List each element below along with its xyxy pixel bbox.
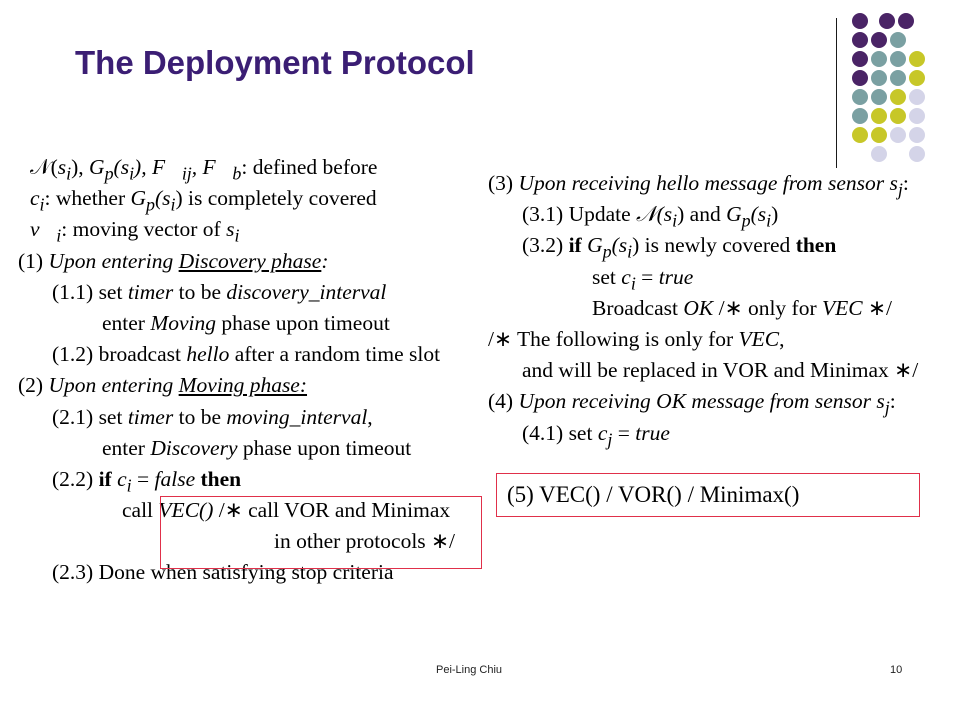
- text-segment: (s: [154, 186, 171, 211]
- text-segment: (1.2) broadcast: [52, 342, 187, 367]
- text-segment: 𝒩(s: [636, 202, 673, 227]
- decorative-dot: [852, 108, 868, 124]
- text-segment: j: [884, 397, 890, 418]
- text-segment: (s: [113, 155, 130, 179]
- text-segment: =: [612, 420, 636, 445]
- text-segment: VEC: [822, 295, 863, 320]
- text-segment: hello: [656, 171, 700, 195]
- page-number: 10: [890, 664, 903, 676]
- line-step-1-2: [18, 339, 455, 370]
- text-segment: (4.1) set: [522, 420, 598, 445]
- text-segment: :: [321, 248, 329, 273]
- line-step-1-1: [18, 277, 455, 308]
- text-segment: G: [581, 233, 603, 258]
- text-segment: Broadcast: [592, 295, 684, 320]
- text-segment: OK: [656, 389, 687, 414]
- decorative-dot: [879, 13, 895, 29]
- text-segment: (3): [488, 171, 519, 195]
- text-segment: ): [771, 202, 779, 227]
- decorative-dot: [890, 32, 906, 48]
- text-segment: c: [30, 186, 40, 211]
- decorative-dot: [890, 89, 906, 105]
- decorative-dot: [852, 51, 868, 67]
- decorative-dot: [852, 89, 868, 105]
- text-segment: i: [672, 210, 678, 231]
- text-segment: (s: [750, 202, 767, 227]
- text-segment: ,: [779, 326, 785, 351]
- decorative-dot-grid: [0, 0, 960, 170]
- text-segment: Discovery: [150, 435, 238, 460]
- text-segment: =: [131, 466, 155, 491]
- decorative-dot: [852, 127, 868, 143]
- text-segment: i: [39, 194, 45, 215]
- text-segment: and will be replaced in VOR and Minimax ∗/: [522, 358, 919, 383]
- text-segment: ij: [181, 163, 192, 184]
- text-segment: enter: [102, 435, 151, 460]
- text-segment: c: [111, 466, 127, 491]
- text-segment: (2.1) set: [52, 404, 128, 429]
- decorative-dot: [890, 127, 906, 143]
- slide-title: The Deployment Protocol: [75, 44, 475, 81]
- text-segment: (s: [611, 233, 628, 258]
- text-segment: /∗ The following is only for: [488, 326, 739, 351]
- text-segment: , F⃗: [191, 155, 233, 179]
- decorative-dot: [871, 89, 887, 105]
- line-definitions: [18, 152, 455, 183]
- decorative-dot: [909, 70, 925, 86]
- text-segment: message from sensor: [699, 171, 890, 195]
- step-5-label: (5) VEC() / VOR() / Minimax(): [507, 482, 800, 507]
- pseudocode-right-column: [488, 168, 918, 449]
- decorative-dot: [909, 146, 925, 162]
- text-segment: i: [627, 241, 633, 262]
- text-segment: v⃗: [30, 217, 57, 242]
- text-segment: : moving vector of: [61, 217, 227, 242]
- text-segment: timer: [127, 279, 174, 304]
- text-segment: j: [897, 179, 903, 200]
- decorative-dot: [852, 32, 868, 48]
- line-step-3-2-set: [488, 262, 918, 293]
- text-segment: Discovery phase: [178, 248, 322, 273]
- text-segment: hello: [186, 342, 230, 367]
- text-segment: =: [635, 264, 659, 289]
- text-segment: then: [795, 233, 837, 258]
- decorative-dot: [890, 51, 906, 67]
- line-step-4-1: [488, 418, 918, 449]
- text-segment: Upon entering: [48, 373, 179, 398]
- text-segment: (2.2): [52, 466, 99, 491]
- text-segment: (1.1) set: [52, 279, 128, 304]
- line-comment-cont: [488, 355, 918, 386]
- text-segment: p: [602, 241, 612, 262]
- text-segment: : defined before: [241, 155, 378, 179]
- text-segment: true: [658, 264, 694, 289]
- line-step-1: [18, 246, 455, 277]
- text-segment: G: [726, 202, 742, 227]
- line-ci-definition: [18, 183, 455, 214]
- decorative-dot: [871, 51, 887, 67]
- text-segment: after a random time slot: [229, 342, 441, 367]
- text-segment: phase upon timeout: [237, 435, 412, 460]
- text-segment: s: [226, 217, 235, 242]
- text-segment: j: [607, 428, 613, 449]
- text-segment: (1): [18, 248, 49, 273]
- text-segment: phase upon timeout: [216, 310, 390, 335]
- decorative-dot: [871, 127, 887, 143]
- highlight-box-vec-call: [160, 496, 482, 569]
- text-segment: ) and: [677, 202, 727, 227]
- line-step-2-2: [18, 464, 455, 495]
- text-segment: Moving: [150, 310, 217, 335]
- text-segment: ,: [367, 404, 373, 429]
- text-segment: in other protocols ∗/: [274, 529, 456, 554]
- line-vi-definition: [18, 214, 455, 245]
- footer-author: Pei-Ling Chiu: [436, 664, 503, 676]
- text-segment: then: [195, 466, 242, 491]
- text-segment: message from sensor: [686, 389, 877, 414]
- line-step-3-2: [488, 230, 918, 261]
- decorative-dot: [852, 70, 868, 86]
- text-segment: (3.1) Update: [522, 202, 637, 227]
- text-segment: :: [902, 171, 909, 195]
- decorative-dot: [890, 70, 906, 86]
- line-step-3-2-broadcast: [488, 293, 918, 324]
- text-segment: c: [621, 264, 631, 289]
- text-segment: s: [876, 389, 885, 414]
- text-segment: true: [635, 420, 670, 445]
- text-segment: G: [89, 155, 105, 179]
- decorative-dot: [871, 70, 887, 86]
- line-comment-vec: [488, 324, 918, 355]
- decorative-dot: [909, 108, 925, 124]
- text-segment: /∗ only for: [713, 295, 822, 320]
- text-segment: c: [597, 420, 608, 445]
- text-segment: discovery_interval: [226, 279, 387, 304]
- text-segment: s: [57, 155, 67, 179]
- text-segment: Upon entering: [48, 248, 179, 273]
- text-segment: ∗/: [862, 295, 892, 320]
- text-segment: i: [126, 475, 132, 496]
- line-step-3-1: [488, 199, 918, 230]
- text-segment: ),: [71, 155, 90, 179]
- text-segment: i: [766, 210, 772, 231]
- text-segment: i: [630, 272, 636, 293]
- text-segment: false: [154, 466, 196, 491]
- text-segment: p: [741, 210, 751, 231]
- text-segment: : whether: [44, 186, 131, 211]
- text-segment: b: [232, 163, 242, 184]
- text-segment: s: [889, 171, 898, 195]
- text-segment: timer: [127, 404, 174, 429]
- text-segment: if: [568, 233, 582, 258]
- line-step-3: [488, 168, 918, 199]
- text-segment: i: [66, 163, 72, 184]
- line-step-2-1-cont: [18, 433, 455, 464]
- text-segment: G: [130, 186, 147, 211]
- line-step-2: [18, 370, 455, 401]
- text-segment: i: [170, 194, 176, 215]
- text-segment: (4): [488, 389, 519, 414]
- text-segment: Upon receiving: [518, 389, 657, 414]
- highlight-box-step-5: [496, 473, 920, 517]
- line-step-4: [488, 386, 918, 417]
- decorative-dot: [909, 89, 925, 105]
- text-segment: Moving phase:: [178, 373, 308, 398]
- text-segment: call: [122, 498, 159, 523]
- text-segment: Upon receiving: [518, 171, 657, 195]
- decorative-dot: [871, 32, 887, 48]
- text-segment: :: [889, 389, 896, 414]
- decorative-dot: [871, 108, 887, 124]
- decorative-dot: [909, 127, 925, 143]
- decorative-dot: [898, 13, 914, 29]
- text-segment: ), F⃗: [134, 155, 182, 179]
- text-segment: p: [104, 163, 114, 184]
- text-segment: i: [56, 225, 62, 246]
- text-segment: if: [98, 466, 112, 491]
- text-segment: (2): [18, 373, 49, 398]
- text-segment: VEC(): [158, 498, 214, 523]
- text-segment: moving_interval: [226, 404, 368, 429]
- text-segment: i: [129, 163, 135, 184]
- text-segment: /∗ call VOR and Minimax: [213, 498, 451, 523]
- text-segment: ) is completely covered: [175, 186, 377, 211]
- text-segment: enter: [102, 310, 151, 335]
- decorative-dot: [852, 13, 868, 29]
- text-segment: VEC: [738, 326, 780, 351]
- line-step-1-1-cont: [18, 308, 455, 339]
- title-divider-line: [836, 18, 837, 168]
- text-segment: OK: [683, 295, 714, 320]
- line-step-2-1: [18, 402, 455, 433]
- text-segment: p: [146, 194, 155, 215]
- decorative-dot: [871, 146, 887, 162]
- decorative-dot: [890, 108, 906, 124]
- text-segment: ) is newly covered: [632, 233, 796, 258]
- text-segment: set: [592, 264, 622, 289]
- text-segment: (2.3) Done when satisfying stop criteria: [52, 560, 394, 585]
- text-segment: to be: [173, 404, 227, 429]
- text-segment: (3.2): [522, 233, 569, 258]
- text-segment: to be: [173, 279, 227, 304]
- decorative-dot: [909, 51, 925, 67]
- text-segment: i: [234, 225, 240, 246]
- text-segment: 𝒩(: [30, 155, 58, 179]
